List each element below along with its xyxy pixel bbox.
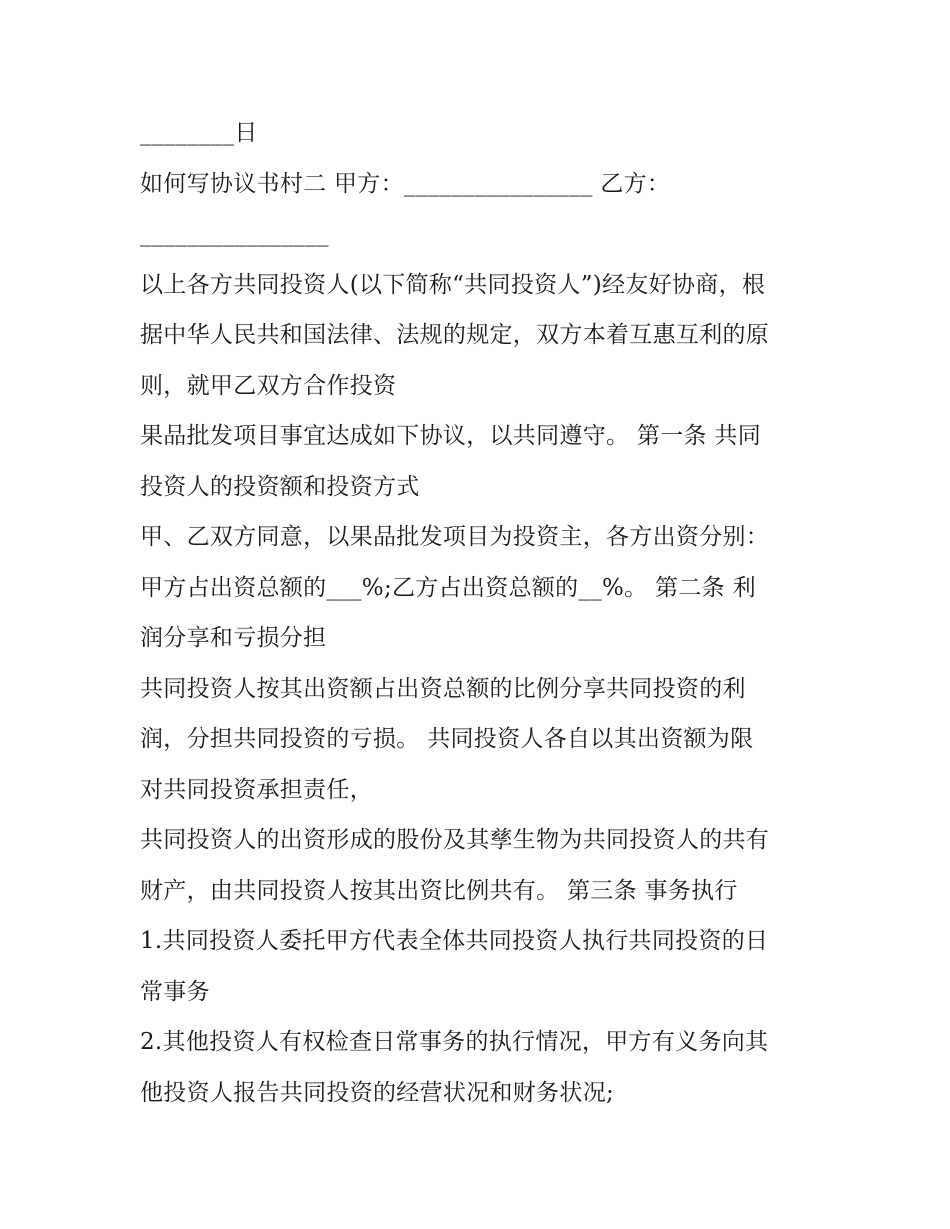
text-line: 润，分担共同投资的亏损。 共同投资人各自以其出资额为限 [140,726,754,752]
text-line: 则，就甲乙双方合作投资 [140,372,397,399]
text-line: 甲方占出资总额的___%;乙方占出资总额的__%。 第二条 利 [140,574,756,601]
text-line: 财产，由共同投资人按其出资比例共有。 第三条 事务执行 [140,877,738,904]
text-line: 他投资人报告共同投资的经营状况和财务状况; [140,1079,615,1106]
text-line: 据中华人民共和国法律、法规的规定，双方本着互惠互利的原 [140,322,770,348]
text-line: ________日 [140,120,258,146]
text-line: 共同投资人按其出资额占出资总额的比例分享共同投资的利 [140,675,746,702]
text-line: 常事务 [140,978,210,1005]
text-line: 润分享和亏损分担 [140,625,327,651]
text-line: 甲、乙双方同意，以果品批发项目为投资主，各方出资分别： [140,524,770,550]
text-line: ________________ [140,221,329,247]
text-line: 对共同投资承担责任， [140,776,373,803]
text-line: 2.其他投资人有权检查日常事务的执行情况，甲方有义务向其 [140,1029,769,1055]
text-line: 如何写协议书村二 甲方：________________ 乙方： [140,170,671,197]
document-body [140,108,830,1118]
text-line: 果品批发项目事宜达成如下协议，以共同遵守。 第一条 共同 [140,423,762,449]
text-line: 投资人的投资额和投资方式 [140,473,420,500]
text-line: 1.共同投资人委托甲方代表全体共同投资人执行共同投资的日 [140,928,769,954]
text-line: 共同投资人的出资形成的股份及其孳生物为共同投资人的共有 [140,827,770,853]
text-line: 以上各方共同投资人(以下简称“共同投资人”)经友好协商，根 [140,271,766,298]
